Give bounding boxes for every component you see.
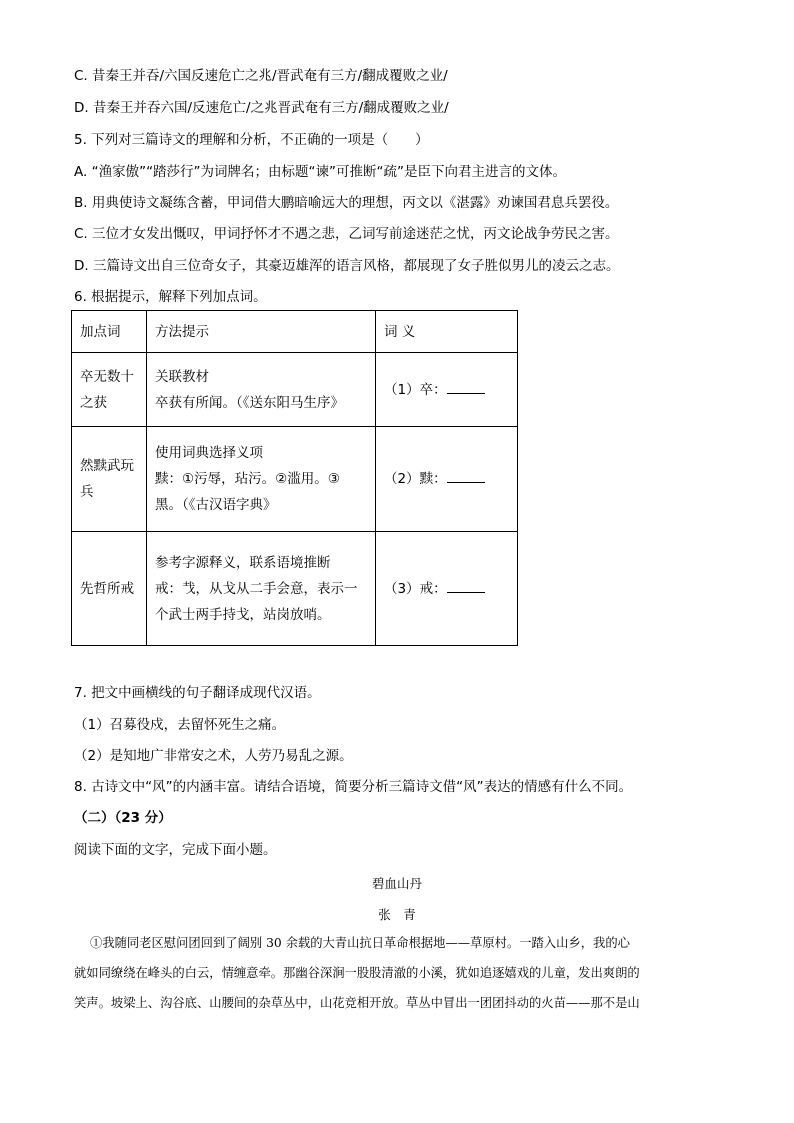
- table-header-meaning: 词 义: [376, 311, 518, 353]
- option-d: D. 昔秦王并吞六国/反速危亡/之兆晋武奄有三方/翻成覆败之业/: [74, 100, 449, 116]
- table-cell-hint: 使用词典选择义项 黩：①污辱，玷污。②滥用。③ 黑。（《古汉语字典》: [147, 427, 376, 532]
- question-6: 6. 根据提示，解释下列加点词。: [74, 289, 267, 305]
- question-7-sentence-1: （1）召募役戍，去留怀死生之痛。: [74, 717, 286, 733]
- answer-blank[interactable]: [447, 469, 485, 483]
- question-5-option-c: C. 三位才女发出慨叹，甲词抒怀才不遇之悲，乙词写前途迷茫之忧，丙文论战争劳民之害。: [74, 226, 619, 242]
- table-row: [72, 353, 518, 427]
- question-5-option-b: B. 用典使诗文凝练含蓄，甲词借大鹏暗喻远大的理想，丙文以《湛露》劝谏国君息兵罢役。: [74, 195, 619, 211]
- table-cell-answer[interactable]: （3）戒：: [376, 532, 518, 646]
- table-row: [72, 532, 518, 646]
- table-cell-word: 先哲所戒: [72, 532, 147, 646]
- answer-blank[interactable]: [447, 579, 485, 593]
- question-5: 5. 下列对三篇诗文的理解和分析，不正确的一项是（ ）: [74, 132, 429, 148]
- table-cell-answer[interactable]: （2）黩：: [376, 427, 518, 532]
- section-heading: （二）（23 分）: [74, 810, 172, 826]
- question-8: 8. 古诗文中“风”的内涵丰富。请结合语境，简要分析三篇诗文借“风”表达的情感有什么不同。: [74, 779, 633, 795]
- question-5-option-a: A. “渔家傲”“踏莎行”为词牌名；由标题“谏”可推断“疏”是臣下向君主进言的文体。: [74, 164, 567, 180]
- table-header-hint: 方法提示: [147, 311, 376, 353]
- paragraph-line: 就如同缭绕在峰头的白云，情缠意牵。那幽谷深涧一股股清澈的小溪，犹如追逐嬉戏的儿童，发出爽朗的: [74, 966, 640, 980]
- paragraph-line: ①我随同老区慰问团回到了阔别 30 余载的大青山抗日革命根据地——草原村。一踏入山乡，我的心: [90, 936, 630, 950]
- option-c: C. 昔秦王并吞/六国反速危亡之兆/晋武奄有三方/翻成覆败之业/: [74, 68, 448, 84]
- table-header-word: 加点词: [72, 311, 147, 353]
- reading-instruction: 阅读下面的文字，完成下面小题。: [74, 842, 277, 858]
- table-cell-word: 卒无数十 之获: [72, 353, 147, 427]
- answer-blank[interactable]: [447, 380, 485, 394]
- table-cell-hint: 参考字源释义，联系语境推断 戒：𢦏，从戈从二手会意，表示一 个武士两手持戈，站岗放哨。: [147, 532, 376, 646]
- article-title: 碧血山丹: [371, 876, 422, 891]
- table-cell-answer[interactable]: （1）卒：: [376, 353, 518, 427]
- question-7: 7. 把文中画横线的句子翻译成现代汉语。: [74, 685, 321, 701]
- table-row: [72, 427, 518, 532]
- question-7-sentence-2: （2）是知地广非常安之术，人劳乃易乱之源。: [74, 748, 353, 764]
- question-6-table: [71, 310, 518, 646]
- article-author: 张 青: [378, 907, 416, 922]
- table-header-row: [72, 311, 518, 353]
- table-cell-word: 然黩武玩 兵: [72, 427, 147, 532]
- paragraph-line: 笑声。坡梁上、沟谷底、山腰间的杂草丛中，山花竞相开放。草丛中冒出一团团抖动的火苗——那不是山: [74, 996, 640, 1010]
- article-paragraph: [74, 928, 724, 1018]
- question-5-option-d: D. 三篇诗文出自三位奇女子，其豪迈雄浑的语言风格，都展现了女子胜似男儿的凌云之志。: [74, 258, 620, 274]
- table-cell-hint: 关联教材 卒获有所闻。（《送东阳马生序》: [147, 353, 376, 427]
